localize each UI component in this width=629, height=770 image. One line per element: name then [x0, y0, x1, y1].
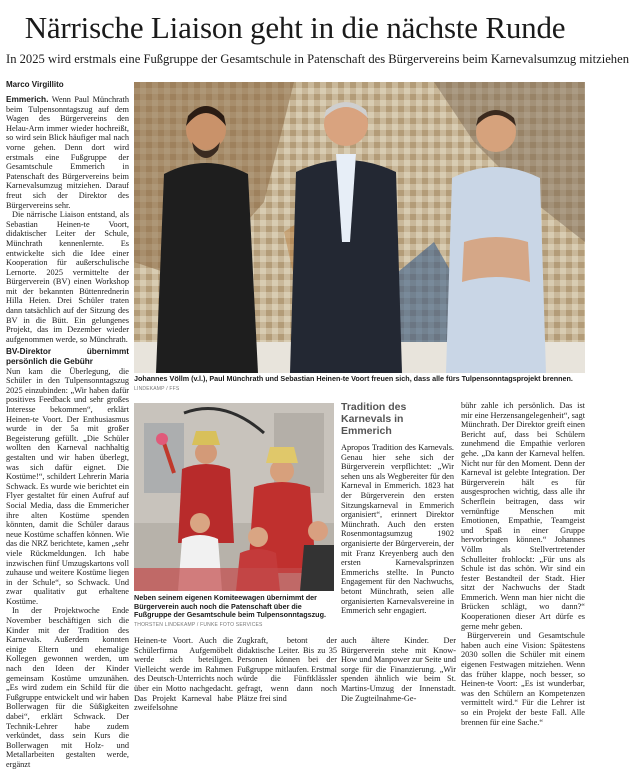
author-byline: Marco Virgillito	[6, 80, 64, 89]
photo-credit: LINDEKAMP / FFS	[134, 385, 180, 392]
paragraph: bühr zahle ich persönlich. Das ist mir eine Herzensangelegenheit“, sagt Münchrath. Der Direktor greift einen Bericht auf, dass bei Schülern zunehmend die Empathie verloren gehe. „Da kann der Karneval helfen. Nicht nur für den Moment. Denn der Karneval ist gelebte Integration. Der Bürgerverein hält es für ausgesprochen wichtig, dass alle ihr Scherflein beitragen, dass wir vernünftige Menschen mit Emotionen, Empathie, Teamgeist und Spaß in einer Gruppe hervorbringen können.“ Johannes Völlm als Stellvertretender Schulleiter frohlockt: „Für uns als Schule ist das schön. Wir sind ein fester Bestandteil der Stadt. Hier sitzt der Nachwuchs der Stadt Emmerich. Wenn man hier nicht die Brücken schlägt, wo dann?“ Kooperationen dieser Art dürfe es gerne mehr geben.	[461, 401, 585, 631]
article-column-4	[461, 401, 585, 727]
article-column-2-bottom	[134, 636, 233, 713]
photo-carnival-float	[134, 403, 334, 591]
paragraph: Bürgerverein und Gesamtschule haben auch eine Vision: Spätestens 2030 sollen die Schüler mit einem eigenen Festwagen mitziehen. Wenn das früher klappe, noch besser, so Heinen-te Voort: „Es ist wunderbar, was den Schülern an Kompetenzen vermittelt wird.“ Für die Lehrer ist so ein Projekt der beste Fall. Alle brennen für eine Sache.“	[461, 631, 585, 727]
photo-credit: THORSTEN LINDEKAMP / FUNKE FOTO SERVICES	[134, 621, 263, 628]
photo-caption-2	[134, 593, 334, 628]
photo-three-men	[134, 82, 585, 373]
sidebar-text: Apropos Tradition des Karnevals. Genau hier sehe sich der Bürgerverein verpflichtet: „Wir sehen uns als Wegbereiter für den Karneval in Emmerich. 1823 hat der Bürgerverein den ersten Sitzungskarneval in Emmerich organisiert“, erinnert Direktor Münchrath. Auch den ersten Rosenmontagsumzug 1902 organisierte der Bürgerverein, der mit Franz Kreyenberg auch den ersten Karnevalsprinzen Emmerichs stellte. In Puncto Engagement für den Nachwuchs, betont Münchrath, seien alle organisierten Karnevalsvereine in Emmerich sehr engagiert.	[341, 443, 454, 616]
section-heading: BV-Direktor übernimmt persönlich die Gebühr	[6, 347, 129, 367]
paragraph: In der Projektwoche Ende November beschäftigen sich die Kinder mit der Tradition des Karnevals. Außerdem konnten einige Eltern und ehemalige Kollegen gewonnen werden, um nach den Ideen der Kinder gemeinsam Kostüme umzunähen. „Es wird zudem ein Schild für die Fußgruppe entwickelt und wir haben Bollerwagen für die Süßigkeiten dabei“, erklärt Schwack. Der Technik-Lehrer habe zudem verkündet, dass sein Kurs die Bollerwagen mit Holz- und Metallarbeiten gestalten werde, ergänzt	[6, 606, 129, 769]
paragraph: Wenn Paul Münchrath beim Tulpensonntagszug auf dem Wagen des Bürgervereins den Helau-Arm immer wieder hochreißt, so wird sein Blick häufiger mal nach vorne gehen. Denn dort wird erstmals eine Fußgruppe der Gesamtschule Emmerich in Patenschaft des Bürgervereins beim Karnevalsumzug mitziehen. Darauf freut sich der Direktor des Bürgervereins sehr.	[6, 95, 129, 210]
article-column-3-bottom	[237, 636, 337, 703]
subheadline: In 2025 wird erstmals eine Fußgruppe der Gesamtschule in Patenschaft des Bürgervereins beim Karnevalsumzug mitziehen	[6, 52, 629, 66]
paragraph: Heinen-te Voort. Auch die Schülerfirma Aufgemöbelt werde sich beteiligen. Vielleicht werde im Rahmen des Deutsch-Unterrichts noch über ein Motto nachgedacht. Das Projekt Karneval habe zweifelsohne	[134, 636, 233, 713]
photo-caption	[134, 375, 585, 393]
caption-text: Johannes Völlm (v.l.), Paul Münchrath und Sebastian Heinen-te Voort freuen sich, dass alle fürs Tulpensonntagsprojekt brennen.	[134, 374, 573, 383]
paragraph: Zugkraft, betont der didaktische Leiter. Bis zu 35 Personen können bei der Fußgruppe mitlaufen. Erstmal würde die Fünftklässler gefragt, wenn dann noch Plätze frei sind	[237, 636, 337, 703]
caption-text: Neben seinem eigenen Komiteewagen übernimmt der Bürgerverein auch noch die Patenschaft über die Fußgruppe der Gesamtschule beim Tulpensonntagszug.	[134, 593, 326, 620]
paragraph: Die närrische Liaison entstand, als Sebastian Heinen-te Voort, didaktischer Leiter der Schule, Münchrath kennenlernte. Es entwickelte sich die Idee einer Kooperation für außerschulische Lernorte. 2025 vermittelte der Bürgerverein (BV) einen Workshop mit der bekannten Büttenrednerin Hilla Heien. Drei Schüler traten dann tatsächlich auf der Sitzung des BV in die Bütt. Ein gelungenes Projekt, das im Dezember wieder aufgenommen werde, so Münchrath.	[6, 210, 129, 344]
photo-illustration	[134, 82, 585, 373]
paragraph: auch ältere Kinder. Der Bürgerverein stehe mit Know-How und Manpower zur Seite und sorge für die Finanzierung. „Wir spenden ähnlich wie beim St. Martins-Umzug der Innenstadt. Die Zugteilnahme-Ge-	[341, 636, 456, 703]
sidebar-box	[341, 401, 456, 633]
sidebar-title: Tradition des Karnevals in Emmerich	[341, 401, 407, 437]
article-column-sidebar-bottom	[341, 636, 456, 703]
paragraph: Nun kam die Überlegung, die Schüler in den Tulpensonntagszug 2025 einzubinden: „Wir haben dafür positives Feedback und sehr großes Interesse bekommen“, erklärt Heinen-te Voort. Der Enthusiasmus wurde in der 5a mit großer Begeisterung gefüllt. „Die Schüler wollten den Karneval nachhaltig gestalten und wir haben überlegt, was sich dafür eignet. Die Kostüme!“, schildert Lehrerin Maria Schwack. Es wurde wie berichtet ein Flyer gestaltet für einen Aufruf auf Social Media, dass die Emmericher ihre alten Kostüme spenden könnten, damit die Schüler daraus neue Kostüme schaffen können. Wie das die NRZ berichtete, kamen „sehr viele Rückmeldungen. Ich habe inzwischen fünf Umzugskartons voll zuhause und weitere Kostüme liegen in der Schule“, so Schwack. Und zwar qualitativ gut erhaltene Kostüme.	[6, 366, 129, 606]
article-column-1	[6, 94, 129, 769]
photo-illustration	[134, 403, 334, 591]
dateline: Emmerich.	[6, 94, 49, 104]
headline: Närrische Liaison geht in die nächste Runde	[24, 10, 566, 45]
